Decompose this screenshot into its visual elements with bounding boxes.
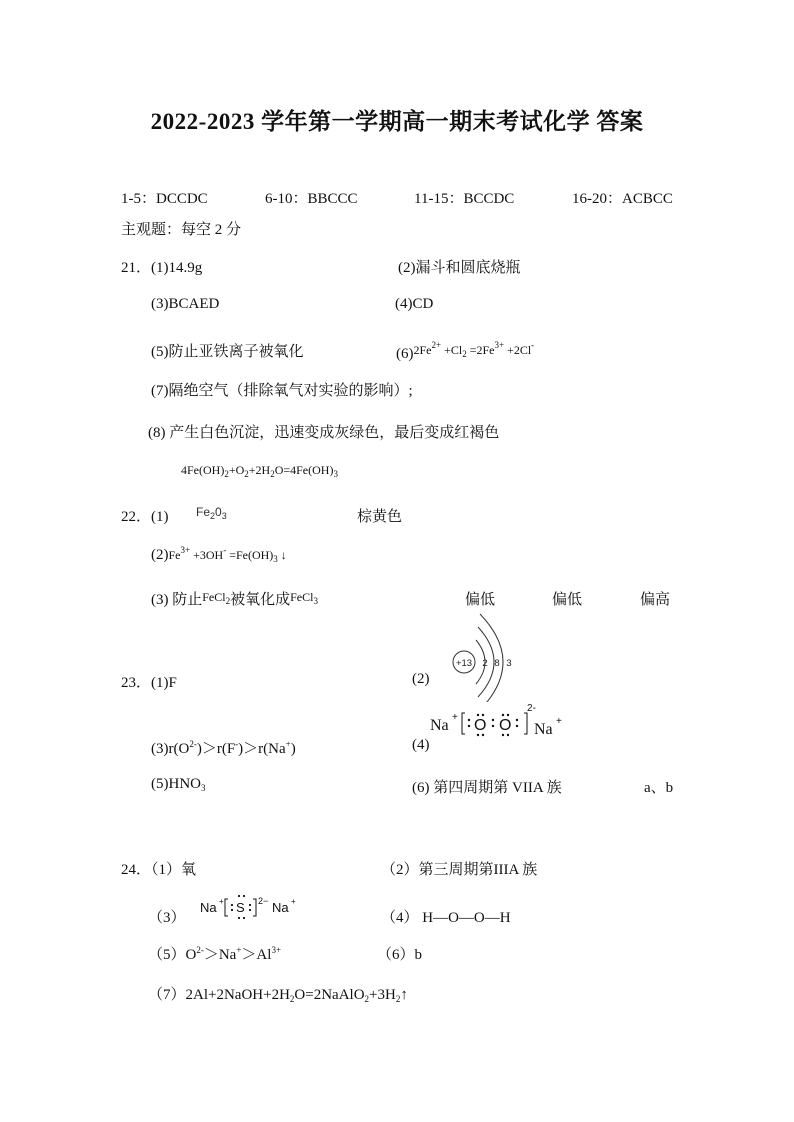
q22-formula-fecl2: FeCl$_2$ [202, 590, 231, 606]
q21-answer-6 [396, 340, 534, 363]
q23-answer-6-choices: a、b [644, 780, 674, 796]
choice-answers-16-20: 16-20：ACBCC [572, 191, 673, 207]
q22-color-answer: 棕黄色 [357, 509, 403, 525]
q21-equation-8: $4Fe(OH)_2+O_2+2H_2O=4Fe(OH)_3$ [181, 463, 338, 479]
q21-answer-7: (7)隔绝空气（排除氧气对实验的影响）; [151, 383, 413, 399]
q23-answer-1: 23．(1)F [121, 675, 177, 691]
q23-answer-6: (6) 第四周期第 VIIA 族 [412, 780, 562, 796]
q21-answer-4: (4)CD [395, 296, 434, 312]
q22-equation-2: $Fe^{3+} +3OH^- =Fe(OH)_3$ ↓ [168, 545, 287, 564]
svg-text:Na: Na [200, 900, 217, 915]
q21-number: 21． [121, 260, 152, 276]
choice-answers-11-15: 11-15：BCCDC [414, 191, 515, 207]
q22-answer-3: (3) 防止FeCl$_2$被氧化成FeCl$_3$ [151, 590, 318, 608]
q22-result-3: 偏高 [640, 592, 671, 608]
oxygen-atom-2: O [499, 717, 512, 734]
q21-equation-6: 2Fe2+ +Cl2 =2Fe3+ +2Cl- [413, 340, 535, 359]
q23-answer-3: $(3)r(O^{2-})>r(F^-)>r(Na^+)$ [151, 739, 296, 757]
aluminum-atom-structure-diagram [440, 610, 540, 702]
q24-answer-2: （2）第三周期第IIIA 族 [381, 862, 538, 878]
svg-text:2-: 2- [527, 703, 536, 714]
q22-formula-fe2o3: $Fe_20_3$ [196, 505, 227, 521]
q24-answer-5: $(5)O^{2-}>Na^+>Al^{3+}$ [148, 945, 282, 963]
choice-answers-1-5: 1-5：DCCDC [121, 191, 208, 207]
svg-text:Na: Na [272, 900, 289, 915]
q23-answer-4-label: (4) [412, 737, 430, 753]
nucleus-charge: +13 [455, 658, 473, 669]
q21-answer-8: (8) 产生白色沉淀，迅速变成灰绿色，最后变成红褐色 [148, 425, 500, 441]
q24-answer-6: （6）b [377, 947, 423, 963]
svg-text:+: + [556, 716, 562, 727]
page-title: 2022-2023 学年第一学期高一期末考试化学 答案 [150, 109, 644, 134]
q22-formula-fecl3: FeCl$_3$ [290, 590, 318, 606]
q22-result-2: 偏低 [552, 592, 583, 608]
q21-part1 [121, 256, 202, 277]
q24-answer-3-label: （3） [148, 910, 186, 926]
scoring-note: 主观题：每空 2 分 [121, 222, 242, 238]
q21-answer-5: (5)防止亚铁离子被氧化 [151, 344, 304, 360]
sodium-peroxide-electron-formula [428, 700, 578, 740]
q24-answer-4: （4） H—O—O—H [381, 910, 511, 926]
q21-answer-1: (1)14.9g [151, 260, 203, 276]
sodium-sulfide-electron-formula [198, 890, 308, 930]
q21-answer-6-label: (6) [396, 346, 414, 362]
svg-text:+: + [291, 897, 296, 906]
svg-text:+: + [452, 712, 458, 723]
shell-3-electrons: 3 [506, 658, 512, 669]
shell-1-electrons: 2 [482, 658, 488, 669]
q24-answer-1: 24．（1）氧 [121, 862, 197, 878]
q22-answer-2: $(2)Fe^{3+} +3OH^- =Fe(OH)_3$ ↓ [151, 545, 287, 564]
q24-answer-7: $(7)2Al+2NaOH+2H_2O=2NaAlO_2+3H_2↑$ [148, 987, 408, 1004]
sulfur-atom: S [236, 900, 245, 915]
q21-answer-2: (2)漏斗和圆底烧瓶 [398, 260, 521, 276]
q22-result-1: 偏低 [465, 592, 496, 608]
svg-text:2−: 2− [258, 896, 269, 906]
q23-answer-5: $(5)HNO_3$ [151, 776, 206, 793]
q21-answer-3: (3)BCAED [151, 296, 220, 312]
shell-2-electrons: 8 [494, 658, 500, 669]
svg-text:Na: Na [430, 717, 449, 734]
choice-answers-6-10: 6-10：BBCCC [265, 191, 358, 207]
svg-text:Na: Na [534, 721, 553, 738]
q23-answer-2-label: (2) [412, 671, 430, 687]
q22-number: 22．(1) [121, 509, 169, 525]
oxygen-atom-1: O [474, 717, 487, 734]
svg-text:+: + [219, 897, 224, 906]
